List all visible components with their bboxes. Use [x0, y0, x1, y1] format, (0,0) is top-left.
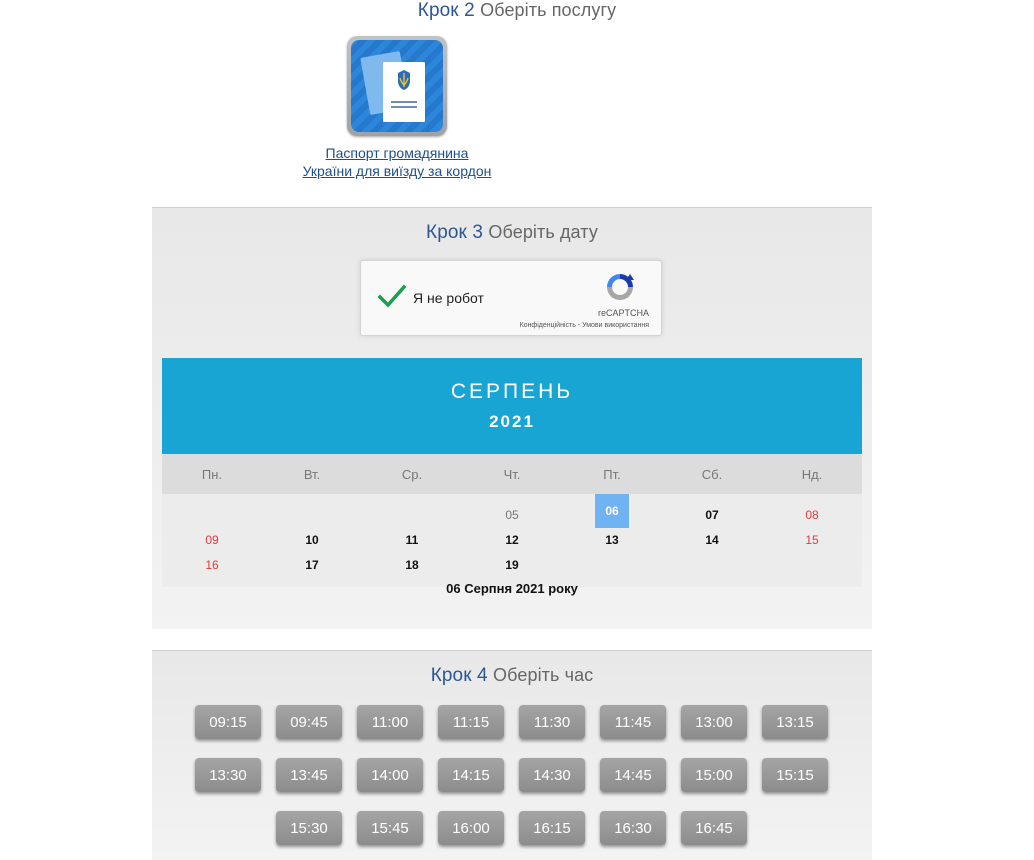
calendar-day[interactable]: 10: [305, 532, 319, 547]
calendar-day: 16: [205, 557, 219, 572]
time-slot-button[interactable]: 14:30: [519, 758, 585, 792]
service-passport[interactable]: [297, 36, 497, 180]
time-slot-button[interactable]: 14:00: [357, 758, 423, 792]
recaptcha-terms: [520, 322, 649, 329]
step4-heading: [152, 665, 872, 687]
calendar-day[interactable]: 18: [405, 557, 419, 572]
step3-label: Крок 3: [426, 222, 484, 243]
weekday-wed: Ср.: [401, 466, 423, 482]
time-slot-button[interactable]: 15:00: [681, 758, 747, 792]
time-slot-button[interactable]: 15:30: [276, 811, 342, 845]
calendar-days: [162, 494, 862, 587]
step2-heading: [0, 0, 1034, 22]
time-slot-button[interactable]: 16:30: [600, 811, 666, 845]
weekday-mon: Пн.: [201, 466, 223, 482]
calendar-year: 2021: [489, 412, 535, 431]
service-link[interactable]: [297, 144, 497, 180]
step2-subtitle: Оберіть послугу: [480, 0, 617, 20]
time-slot-button[interactable]: 15:15: [762, 758, 828, 792]
recaptcha-widget[interactable]: [360, 260, 662, 336]
recaptcha-brand: reCAPTCHA: [597, 308, 649, 318]
time-panel: [152, 650, 872, 860]
time-slot-button[interactable]: 13:00: [681, 705, 747, 739]
calendar-day[interactable]: 13: [605, 532, 619, 547]
time-slot-button[interactable]: 16:15: [519, 811, 585, 845]
calendar-day-selected[interactable]: 06: [562, 498, 662, 523]
calendar: [162, 358, 862, 596]
step4-label: Крок 4: [430, 665, 488, 686]
step3-subtitle: Оберіть дату: [488, 222, 598, 242]
calendar-day[interactable]: 12: [505, 532, 519, 547]
time-slot-button[interactable]: 09:45: [276, 705, 342, 739]
time-slot-button[interactable]: 11:30: [519, 705, 585, 739]
calendar-day[interactable]: 14: [705, 532, 719, 547]
time-slot-button[interactable]: 14:15: [438, 758, 504, 792]
weekday-thu: Чт.: [503, 466, 521, 482]
time-slot-button[interactable]: 16:00: [438, 811, 504, 845]
calendar-day: 09: [205, 532, 219, 547]
time-slot-button[interactable]: 14:45: [600, 758, 666, 792]
calendar-day: 08: [805, 507, 819, 522]
time-slot-button[interactable]: 15:45: [357, 811, 423, 845]
recaptcha-privacy-link[interactable]: Конфіденційність: [519, 322, 576, 329]
recaptcha-terms-link[interactable]: Умови використання: [582, 322, 649, 329]
time-slot-button[interactable]: 13:30: [195, 758, 261, 792]
weekday-fri: Пт.: [603, 466, 621, 482]
recaptcha-logo-icon: [604, 271, 636, 303]
time-slot-button[interactable]: 11:15: [438, 705, 504, 739]
time-slot-button[interactable]: 11:00: [357, 705, 423, 739]
time-slots: [195, 705, 835, 845]
time-slot-button[interactable]: 13:45: [276, 758, 342, 792]
calendar-day: 05: [505, 507, 519, 522]
calendar-month: СЕРПЕНЬ: [450, 380, 574, 403]
time-slot-button[interactable]: 09:15: [195, 705, 261, 739]
weekday-tue: Вт.: [303, 466, 321, 482]
recaptcha-label[interactable]: Я не робот: [413, 290, 484, 306]
service-line2[interactable]: України для виїзду за кордон: [302, 163, 492, 179]
weekday-sat: Сб.: [701, 466, 723, 482]
time-slot-button[interactable]: 11:45: [600, 705, 666, 739]
weekday-sun: Нд.: [801, 466, 823, 482]
step4-subtitle: Оберіть час: [493, 665, 594, 685]
calendar-weekdays: [162, 454, 862, 494]
calendar-header: [162, 358, 862, 454]
service-line1[interactable]: Паспорт громадянина: [325, 145, 469, 161]
passport-icon[interactable]: [347, 36, 447, 136]
checkmark-icon[interactable]: [377, 283, 407, 311]
selected-date: 06 Серпня 2021 року: [446, 581, 578, 596]
calendar-day[interactable]: 07: [705, 507, 719, 522]
time-slot-button[interactable]: 16:45: [681, 811, 747, 845]
date-panel: [152, 207, 872, 629]
time-slot-button[interactable]: 13:15: [762, 705, 828, 739]
calendar-day[interactable]: 19: [505, 557, 519, 572]
calendar-day[interactable]: 11: [405, 532, 419, 547]
step2-label: Крок 2: [417, 0, 475, 21]
calendar-day[interactable]: 17: [305, 557, 319, 572]
recaptcha-separator: -: [575, 322, 583, 329]
step3-heading: [152, 222, 872, 244]
calendar-day: 15: [805, 532, 819, 547]
